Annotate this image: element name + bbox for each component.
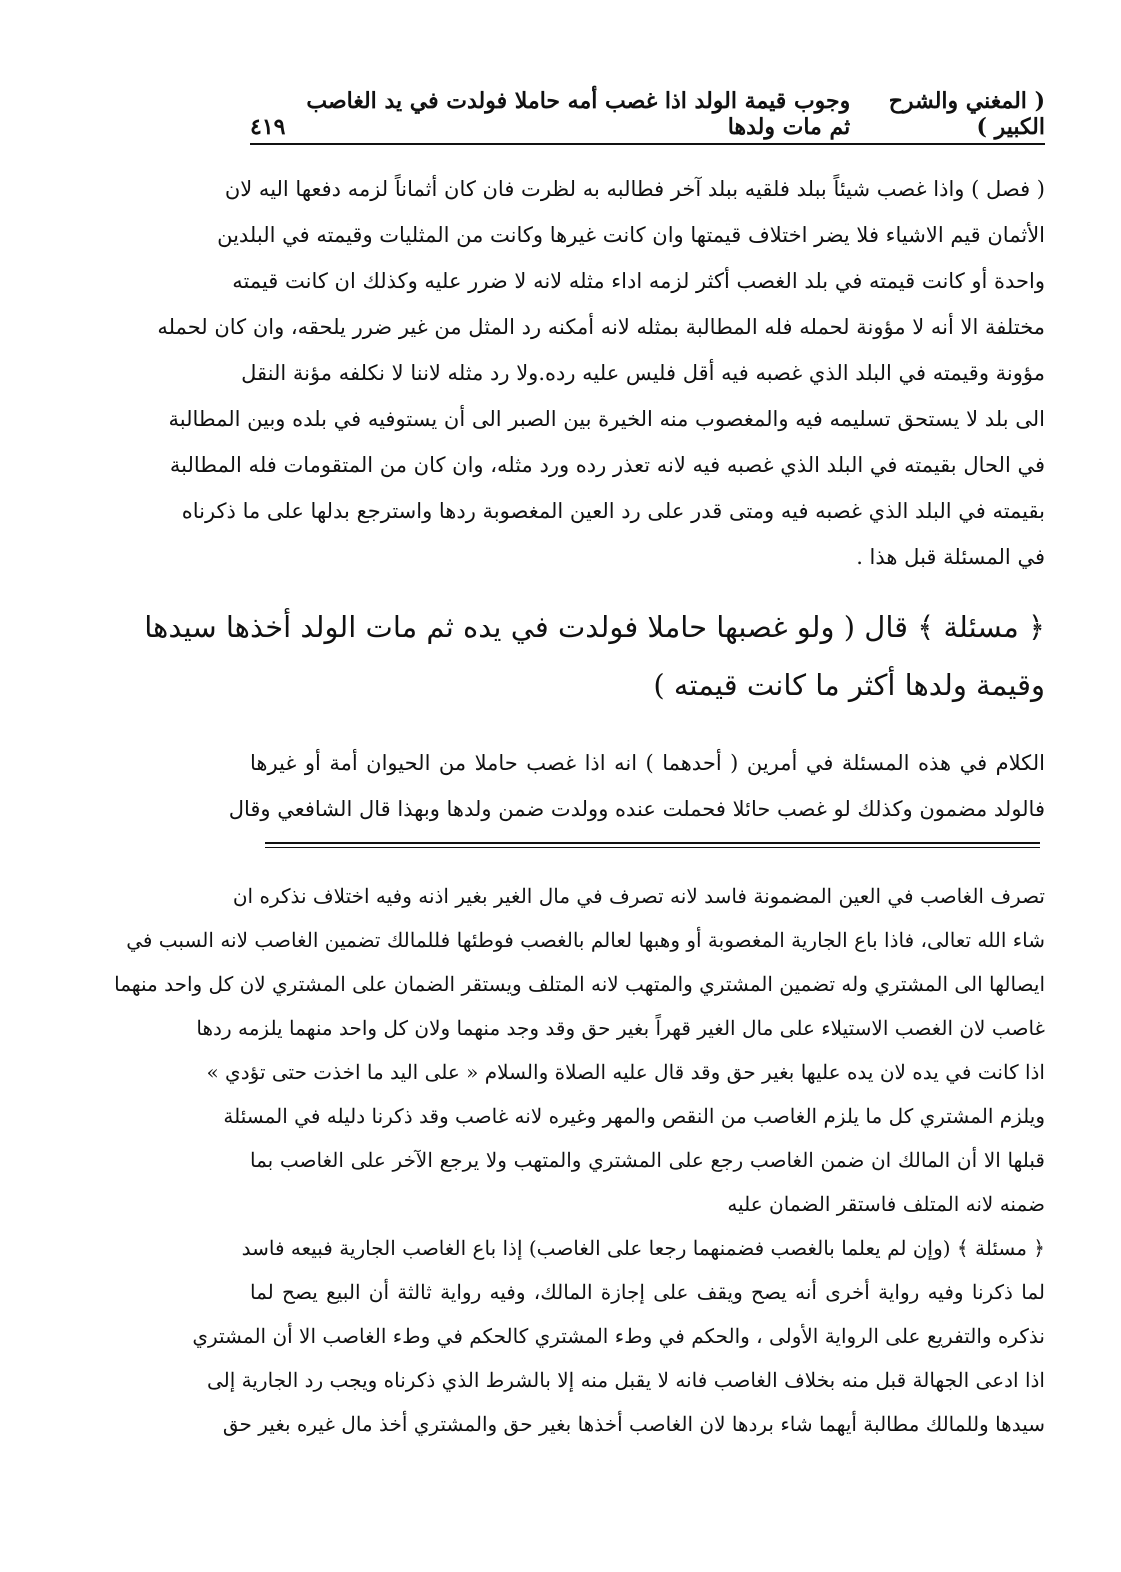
main-text bbox=[157, 166, 1045, 580]
running-header bbox=[250, 88, 1045, 140]
footnote-line: اذا كانت في يده لان يده عليها بغير حق وقد قال عليه الصلاة والسلام « على اليد ما اخذت حتى تؤدي » bbox=[206, 1060, 1045, 1084]
text-line: الأثمان قيم الاشياء فلا يضر اختلاف قيمتها وان كانت غيرها وكانت من المثليات وقيمته في البلدين bbox=[217, 223, 1045, 247]
footnote-line: تصرف الغاصب في العين المضمونة فاسد لانه تصرف في مال الغير بغير اذنه وفيه اختلاف نذكره ان bbox=[232, 884, 1045, 908]
header-rule bbox=[250, 143, 1045, 145]
footnote-line: ايصالها الى المشتري وله تضمين المشتري والمتهب لانه المتلف ويستقر الضمان على المشتري لان كل واحد منهما bbox=[114, 972, 1045, 996]
text-line: في الحال بقيمته في البلد الذي غصبه فيه لانه تعذر رده ورد مثله، وان كان من المتقومات فله المطالبة bbox=[169, 453, 1045, 477]
footnote-line: سيدها وللمالك مطالبة أيهما شاء بردها لان الغاصب أخذها بغير حق والمشتري أخذ مال غيره بغير حق bbox=[222, 1412, 1045, 1436]
text-line: واحدة أو كانت قيمته في بلد الغصب أكثر لزمه اداء مثله لانه لا ضرر عليه وكذلك ان كانت قيمته bbox=[232, 269, 1045, 293]
chapter-title: وجوب قيمة الولد اذا غصب أمه حاملا فولدت في يد الغاصب ثم مات ولدها bbox=[306, 88, 851, 140]
footnote-line: شاء الله تعالى، فاذا باع الجارية المغصوبة أو وهبها لعالم بالغصب فوطئها فللمالك تضمين الغاصب لانه السبب في bbox=[126, 928, 1045, 952]
footnote-text bbox=[114, 874, 1045, 1446]
separator-rule bbox=[265, 842, 1040, 848]
text-line: مؤونة وقيمته في البلد الذي غصبه فيه أقل فليس عليه رده.ولا رد مثله لاننا لا نكلفه مؤنة النقل bbox=[241, 361, 1045, 385]
text-line: فالولد مضمون وكذلك لو غصب حائلا فحملت عنده وولدت ضمن ولدها وبهذا قال الشافعي وقال bbox=[228, 797, 1045, 821]
issue-line: ﴿ مسئلة ﴾ قال ( ولو غصبها حاملا فولدت في يده ثم مات الولد أخذها سيدها bbox=[144, 610, 1045, 644]
book-title: ( المغني والشرح الكبير ) bbox=[888, 88, 1045, 140]
footnote-line: غاصب لان الغصب الاستيلاء على مال الغير قهراً بغير حق وقد وجد منهما ولان كل واحد منهما يلزمه ردها bbox=[196, 1016, 1045, 1040]
footnote-line: قبلها الا أن المالك ان ضمن الغاصب رجع على المشتري والمتهب ولا يرجع الآخر على الغاصب بما bbox=[250, 1148, 1045, 1172]
text-line: الكلام في هذه المسئلة في أمرين ( أحدهما ) انه اذا غصب حاملا من الحيوان أمة أو غيرها bbox=[250, 751, 1045, 775]
discussion-text bbox=[228, 740, 1045, 832]
footnote-line: ﴿ مسئلة ﴾ (وإن لم يعلما بالغصب فضمنهما رجعا على الغاصب) إذا باع الغاصب الجارية فبيعه فاسد bbox=[241, 1236, 1045, 1260]
text-line: في المسئلة قبل هذا . bbox=[856, 545, 1045, 569]
page-number: ٤١٩ bbox=[250, 114, 286, 140]
footnote-line: ضمنه لانه المتلف فاستقر الضمان عليه bbox=[727, 1192, 1045, 1216]
footnote-line: لما ذكرنا وفيه رواية أخرى أنه يصح ويقف على إجازة المالك، وفيه رواية ثالثة أن البيع يصح لما bbox=[250, 1280, 1045, 1304]
text-line: مختلفة الا أنه لا مؤونة لحمله فله المطالبة بمثله لانه أمكنه رد المثل من غير ضرر يلحقه، وان كان لحمله bbox=[157, 315, 1045, 339]
issue-heading bbox=[144, 598, 1045, 714]
text-line: بقيمته في البلد الذي غصبه فيه ومتى قدر على رد العين المغصوبة ردها واسترجع بدلها على ما ذكرناه bbox=[181, 499, 1045, 523]
footnote-line: نذكره والتفريع على الرواية الأولى ، والحكم في وطء المشتري كالحكم في وطء الغاصب الا أن المشتري bbox=[192, 1324, 1045, 1348]
text-line: ( فصل ) واذا غصب شيئاً ببلد فلقيه ببلد آخر فطالبه به لظرت فان كان أثماناً لزمه دفعها اليه لان bbox=[224, 177, 1045, 201]
text-line: الى بلد لا يستحق تسليمه فيه والمغصوب منه الخيرة بين الصبر الى أن يستوفيه في بلده وبين المطالبة bbox=[168, 407, 1045, 431]
footnote-line: اذا ادعى الجهالة قبل منه بخلاف الغاصب فانه لا يقبل منه إلا بالشرط الذي ذكرناه ويجب رد الجارية إلى bbox=[206, 1368, 1045, 1392]
footnote-line: ويلزم المشتري كل ما يلزم الغاصب من النقص والمهر وغيره لانه غاصب وقد ذكرنا دليله في المسئلة bbox=[223, 1104, 1045, 1128]
issue-line: وقيمة ولدها أكثر ما كانت قيمته ) bbox=[653, 668, 1045, 702]
